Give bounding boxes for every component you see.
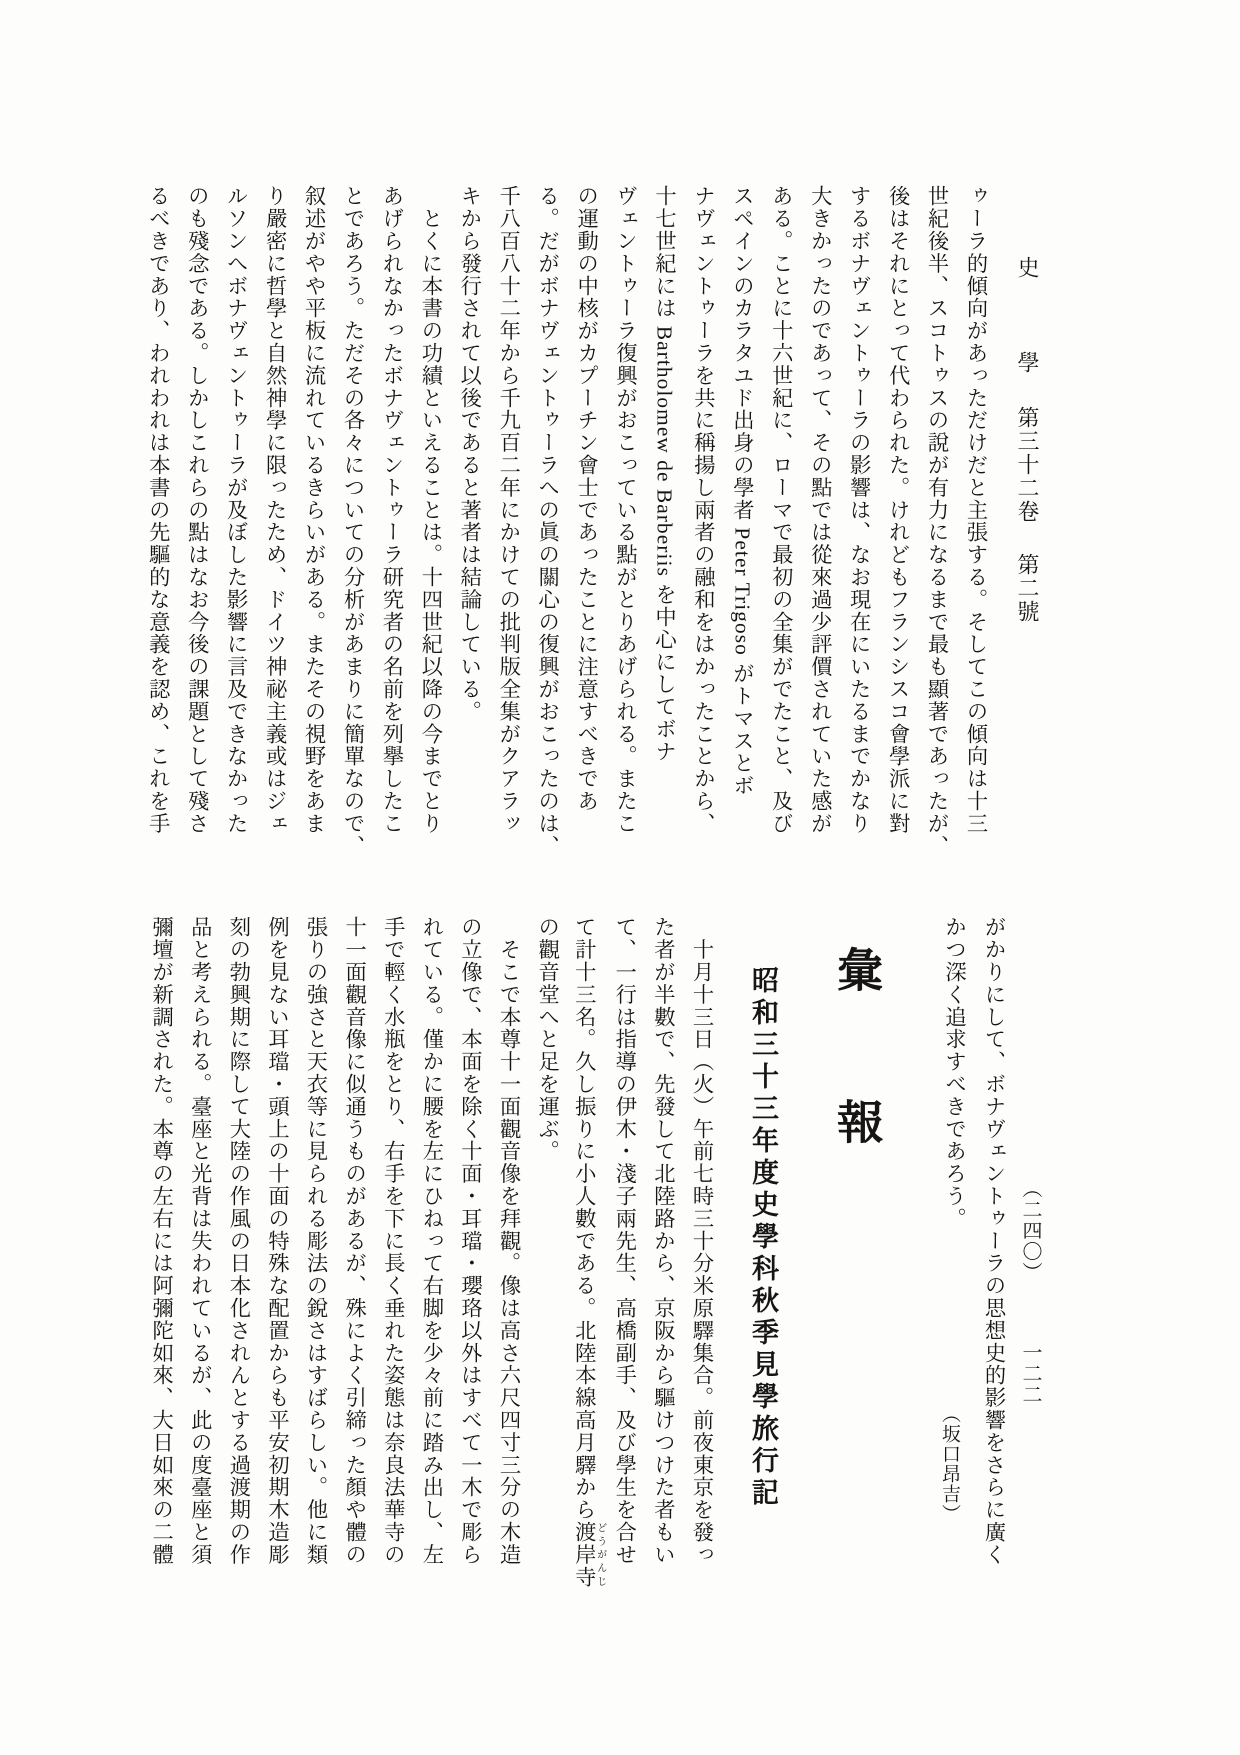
review-text-column: 十七世紀には Bartholomew de Barberiis を中心にしてボナ xyxy=(652,185,677,763)
bulletin-text-block xyxy=(142,916,721,1588)
bulletin-article-title: 昭和三十三年度史學科秋季見學旅行記 xyxy=(748,966,778,1510)
bulletin-text-column: 張りの強さと天衣等に見られる彫法の銳さはすばらしい。他に類 xyxy=(304,916,329,1566)
review-text-column: ヴェントゥーラ復興がおこっている點がとりあげられる。またこ xyxy=(613,185,638,835)
bulletin-text-column: そこで本尊十一面觀音像を拜觀。像は高さ六尺四寸三分の木造 xyxy=(497,916,522,1566)
bulletin-text-column: て、一行は指導の伊木・淺子兩先生、高橋副手、及び學生を合せ xyxy=(612,916,637,1566)
review-text-column: のも殘念である。しかしこれらの點はなお今後の課題として殘さ xyxy=(185,185,210,835)
bulletin-text-column: 彌壇が新調された。本尊の左右には阿彌陀如來、大日如來の二體 xyxy=(149,916,174,1566)
review-text-column: がかりにして、ボナヴェントゥーラの思想史的影響をさらに廣く xyxy=(982,916,1006,1566)
review-text-column: 世紀後半、スコトゥスの說が有力になるまで最も顯著であったが、 xyxy=(925,185,950,857)
review-text-column: ナヴェントゥーラを共に稱揚し兩者の融和をはかったことから、 xyxy=(691,185,716,835)
book-review-text-block xyxy=(138,185,995,857)
review-text-column: ルソンへボナヴェントゥーラが及ぼした影響に言及できなかった xyxy=(224,185,249,835)
bulletin-text-column: 十月十三日（火）午前七時三十分米原驛集合。前夜東京を發っ xyxy=(690,916,714,1566)
bulletin-text-column: 手で輕く水瓶をとり、右手を下に長く垂れた姿態は奈良法華寺の xyxy=(381,916,406,1566)
page-number-block xyxy=(1016,1178,1045,1405)
bulletin-text-column: 刻の勃興期に際して大陸の作風の日本化されんとする過渡期の作 xyxy=(226,916,251,1566)
review-text-column: 千八百八十二年から千九百二年にかけての批判版全集がクアラッ xyxy=(496,185,521,835)
review-text-column: あげられなかったボナヴェントゥーラ研究者の名前を列擧したこ xyxy=(379,185,404,835)
bulletin-text-column: た者が半數で、先發して北陸路から、京阪から驅けつけた者もい xyxy=(651,916,676,1566)
review-text-column: 大きかったのであって、その點では從來過少評價されていた感が xyxy=(808,185,833,835)
review-text-column: 後はそれにとって代わられた。けれどもフランシスコ會學派に對 xyxy=(886,185,911,835)
bulletin-text-column: 十一面觀音像に似通うものがあるが、殊によく引締った顏や體の xyxy=(342,916,367,1566)
review-text-column: キから發行されて以後であると著者は結論している。 xyxy=(457,185,482,723)
bulletin-text-column: 例を見ない耳璫・頭上の十面の特殊な配置からも平安初期木造彫 xyxy=(265,916,290,1566)
review-text-column: ある。ことに十六世紀に、ローマで最初の全集がでたこと、及び xyxy=(769,185,794,835)
bulletin-text-column: れている。僅かに腰を左にひねって右脚を少々前に踏み出し、左 xyxy=(419,916,444,1566)
review-text-column: かつ深く追求すべきであろう。 xyxy=(942,916,967,1230)
review-text-column: ゥーラ的傾向があっただけだと主張する。そしてこの傾向は十三 xyxy=(964,185,988,835)
bulletin-text-column: の觀音堂へと足を運ぶ。 xyxy=(535,916,560,1163)
page-number-volume-pagination: （二四〇） xyxy=(1019,1178,1041,1283)
review-text-column: とくに本書の功績といえることは。十四世紀以降の今までとり xyxy=(418,185,443,835)
bulletin-text-column: て計十三名。久し振りに小人數である。北陸本線高月驛から渡岸寺どうがんじ xyxy=(572,916,606,1589)
journal-issue-label: 第二號 xyxy=(1015,552,1040,623)
review-text-column: るべきであり、われわれは本書の先驅的な意義を認め、これを手 xyxy=(146,185,171,835)
bulletin-text-column: の立像で、本面を除く十面・耳璫・瓔珞以外はすべて一木で彫ら xyxy=(458,916,483,1566)
journal-volume-label: 第三十二卷 xyxy=(1015,406,1040,524)
page-number-issue-pagination: 一二二 xyxy=(1019,1342,1041,1405)
review-text-column: り嚴密に哲學と自然神學に限ったため、ドイツ神祕主義或はジェ xyxy=(263,185,288,835)
bulletin-section-heading: 彙報 xyxy=(831,946,882,1250)
review-author-signature: （坂口昂吉） xyxy=(939,1404,960,1524)
review-text-column: スペインのカラタユド出身の學者 Peter Trigoso がトマスとボ xyxy=(730,185,755,797)
bulletin-text-column: 品と考えられる。臺座と光背は失われているが、此の度臺座と須 xyxy=(188,916,213,1566)
journal-header xyxy=(1012,256,1043,623)
review-text-column: の運動の中核がカプーチン會士であったことに注意すべきであ xyxy=(574,185,599,813)
journal-title-char-gaku: 學 xyxy=(1015,350,1040,374)
journal-title-char-shi: 史 xyxy=(1015,256,1040,280)
review-text-column: る。だがボナヴェントゥーラへの眞の關心の復興がおこったのは、 xyxy=(535,185,560,857)
review-text-column: とであろう。ただその各々についての分析があまりに簡單なので、 xyxy=(341,185,365,857)
review-text-column: 叙述がやや平板に流れているきらいがある。またその視野をあま xyxy=(302,185,327,835)
review-text-column: するボナヴェントゥーラの影響は、なお現在にいたるまでかなり xyxy=(847,185,872,835)
